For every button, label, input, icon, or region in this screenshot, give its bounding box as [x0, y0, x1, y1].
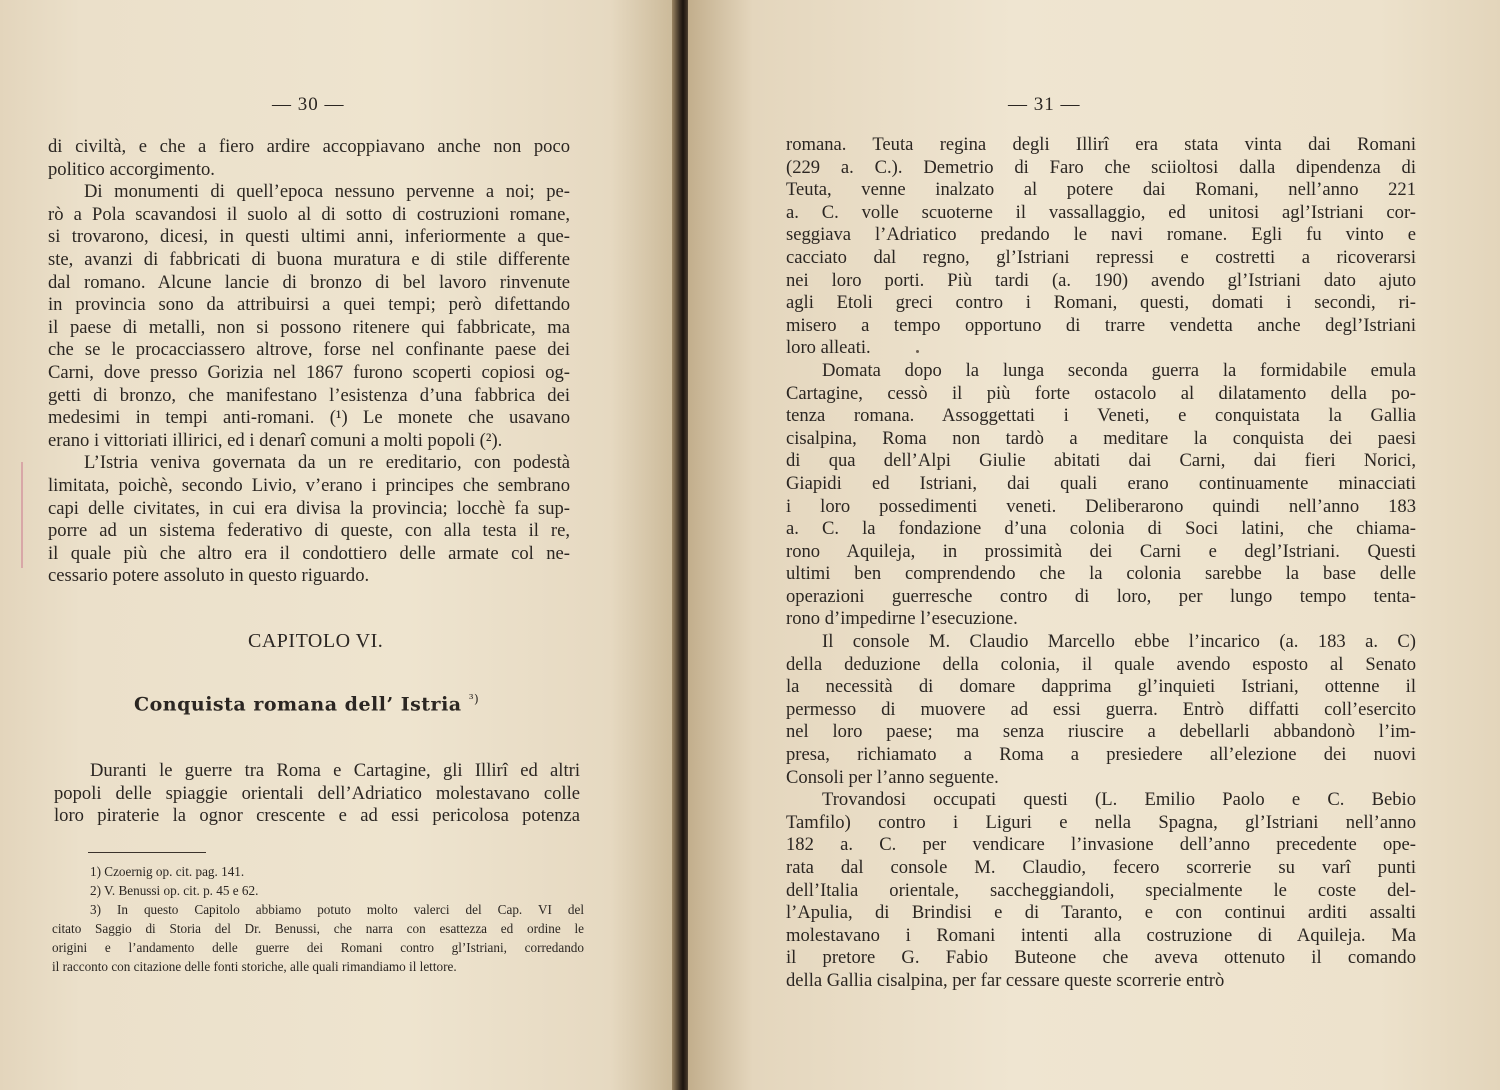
- text-line: Tamfilo) contro i Liguri e nella Spagna, gl’Istriani nell’anno: [786, 811, 1416, 833]
- text-line: nei loro porti. Più tardi (a. 190) avendo gl’Istriani dato ajuto: [786, 269, 1416, 291]
- text-line: loro piraterie la ognor crescente e ad essi pericolosa potenza: [54, 805, 580, 827]
- text-line: (229 a. C.). Demetrio di Faro che sciioltosi dalla dipendenza di: [786, 156, 1416, 178]
- text-line: misero a tempo opportuno di trarre vendetta anche degl’Istriani: [786, 314, 1416, 336]
- text-line: il quale più che altro era il condottiero delle armate col ne-: [48, 542, 570, 564]
- text-line: getti di bronzo, che manifestano l’esistenza d’una fabbrica dei: [48, 384, 570, 406]
- text-line: popoli delle spiaggie orientali dell’Adriatico molestavano colle: [54, 782, 580, 804]
- footnotes: [52, 862, 584, 976]
- footnote-rule: [88, 852, 206, 853]
- text-line: si trovarono, dicesi, in questi ultimi anni, inferiormente a que-: [48, 226, 570, 248]
- text-line: Domata dopo la lunga seconda guerra la formidabile emula: [822, 359, 1416, 381]
- footnote: il racconto con citazione delle fonti storiche, alle quali rimandiamo il lettore.: [52, 959, 457, 974]
- text-line: operazioni guerresche contro di loro, per lungo tempo tenta-: [786, 585, 1416, 607]
- text-line: il pretore G. Fabio Buteone che aveva ottenuto il comando: [786, 947, 1416, 969]
- text-line: nel loro paese; ma senza riuscire a debellarli abbandonò l’im-: [786, 721, 1416, 743]
- text-line: romana. Teuta regina degli Illirî era stata vinta dai Romani: [786, 134, 1416, 155]
- text-line: Trovandosi occupati questi (L. Emilio Paolo e C. Bebio: [822, 789, 1416, 811]
- section-title: [134, 692, 479, 715]
- text-line: Teuta, venne inalzato al potere dai Romani, nell’anno 221: [786, 179, 1416, 201]
- text-line: della Gallia cisalpina, per far cessare queste scorrerie entrò: [786, 969, 1225, 991]
- text-line: molestavano i Romani intenti alla costruzione di Aquileja. Ma: [786, 924, 1416, 946]
- section-title-note: ³): [468, 692, 480, 706]
- text-line: porre ad un sistema federativo di queste, con alla testa il re,: [48, 520, 570, 542]
- left-page: [0, 0, 678, 1090]
- text-line: capi delle civitates, in cui era divisa la provincia; locchè fa sup-: [48, 497, 570, 519]
- text-line: limitata, poichè, secondo Livio, v’erano i principes che sembrano: [48, 474, 570, 496]
- right-body-text: [786, 134, 1416, 993]
- text-line: a. C. la fondazione d’una colonia di Soci latini, che chiama-: [786, 518, 1416, 540]
- text-line: seggiava l’Adriatico predando le navi romane. Egli fu vinto e: [786, 224, 1416, 246]
- text-line: la necessità di domare dapprima gl’inquieti Istriani, ottenne il: [786, 676, 1416, 698]
- section-title-text: Conquista romana dell’ Istria: [134, 693, 462, 716]
- footnote: citato Saggio di Storia del Dr. Benussi, che narra con esattezza ed ordine le: [52, 921, 584, 936]
- text-line: in provincia sono da attribuirsi a quei tempi; però difettando: [48, 294, 570, 316]
- footnote: 2) V. Benussi op. cit. p. 45 e 62.: [90, 883, 259, 898]
- text-line: dell’Italia orientale, saccheggiandoli, specialmente le coste del-: [786, 879, 1416, 901]
- margin-pencil-mark: [21, 462, 23, 568]
- text-line: 182 a. C. per vendicare l’invasione dell’anno precedente ope-: [786, 834, 1416, 856]
- text-line: Duranti le guerre tra Roma e Cartagine, gli Illirî ed altri: [90, 760, 580, 781]
- footnote: 1) Czoernig op. cit. pag. 141.: [90, 864, 245, 879]
- text-line: L’Istria veniva governata da un re ereditario, con podestà: [84, 452, 570, 474]
- text-line: ultimi ben comprendendo che la colonia sarebbe la base delle: [786, 563, 1416, 585]
- text-line: rono Aquileja, in prossimità dei Carni e degl’Istriani. Questi: [786, 540, 1416, 562]
- text-line: cisalpina, Roma non tardò a meditare la conquista dei paesi: [786, 427, 1416, 449]
- text-line: di qua dell’Alpi Giulie abitati dai Carni, dai fieri Norici,: [786, 450, 1416, 472]
- text-line: agli Etoli greci contro i Romani, questi, domati i secondi, ri-: [786, 292, 1416, 314]
- text-line: tenza romana. Assoggettati i Veneti, e conquistata la Gallia: [786, 405, 1416, 427]
- text-line: rò a Pola scavandosi il suolo al di sotto di costruzioni romane,: [48, 203, 570, 225]
- text-line: che se le procacciassero altrove, forse nel confinante paese dei: [48, 339, 570, 361]
- text-line: l’Apulia, di Brindisi e di Taranto, e con continui arditi assalti: [786, 902, 1416, 924]
- text-line: a. C. volle scuoterne il vassallaggio, ed unitosi agl’Istriani cor-: [786, 201, 1416, 223]
- text-line: medesimi in tempi anti-romani. (¹) Le monete che usavano: [48, 407, 570, 429]
- text-line: Carni, dove presso Gorizia nel 1867 furono scoperti copiosi og-: [48, 361, 570, 383]
- text-line: Di monumenti di quell’epoca nessuno pervenne a noi; pe-: [84, 181, 570, 203]
- text-line: erano i vittoriati illirici, ed i denarî comuni a molti popoli (²).: [48, 429, 503, 451]
- text-line: di civiltà, e che a fiero ardire accoppiavano anche non poco: [48, 136, 570, 157]
- text-line: i loro possedimenti veneti. Deliberarono quindi nell’anno 183: [786, 495, 1416, 517]
- text-line: politico accorgimento.: [48, 158, 215, 180]
- footnote: origini e l’andamento delle guerre dei Romani contro gl’Istriani, corredando: [52, 940, 584, 955]
- left-body-text: [48, 136, 570, 588]
- text-line: Giapidi ed Istriani, dai quali erano continuamente minacciati: [786, 472, 1416, 494]
- text-line: Consoli per l’anno seguente.: [786, 766, 999, 788]
- text-line: presa, richiamato a Roma a presiedere all’elezione dei nuovi: [786, 744, 1416, 766]
- ink-speck: [916, 350, 919, 353]
- page-number-right: — 31 —: [1008, 94, 1081, 115]
- section-body-text: [54, 760, 580, 828]
- text-line: rono d’impedirne l’esecuzione.: [786, 608, 1018, 630]
- text-line: Cartagine, cessò il più forte ostacolo al dilatamento della po-: [786, 382, 1416, 404]
- text-line: della deduzione della colonia, il quale avendo esposto al Senato: [786, 653, 1416, 675]
- text-line: cacciato dal regno, gl’Istriani repressi e costretti a ricoverarsi: [786, 246, 1416, 268]
- text-line: cessario potere assoluto in questo riguardo.: [48, 565, 370, 587]
- text-line: rata dal console M. Claudio, fecero scorrerie su varî punti: [786, 857, 1416, 878]
- text-line: permesso di muovere ad essi guerra. Entrò diffatti coll’esercito: [786, 698, 1416, 720]
- right-page: [688, 0, 1500, 1090]
- page-number-left: — 30 —: [272, 94, 345, 115]
- text-line: il paese di metalli, non si possono ritenere qui fabbricate, ma: [48, 316, 570, 338]
- text-line: loro alleati.: [786, 337, 871, 359]
- text-line: ste, avanzi di fabbricati di buona muratura e di stile differente: [48, 248, 570, 270]
- text-line: dal romano. Alcune lancie di bronzo di bel lavoro rinvenute: [48, 271, 570, 293]
- chapter-label: CAPITOLO VI.: [248, 630, 384, 652]
- footnote: 3) In questo Capitolo abbiamo potuto molto valerci del Cap. VI del: [90, 902, 584, 917]
- text-line: Il console M. Claudio Marcello ebbe l’incarico (a. 183 a. C): [822, 631, 1416, 653]
